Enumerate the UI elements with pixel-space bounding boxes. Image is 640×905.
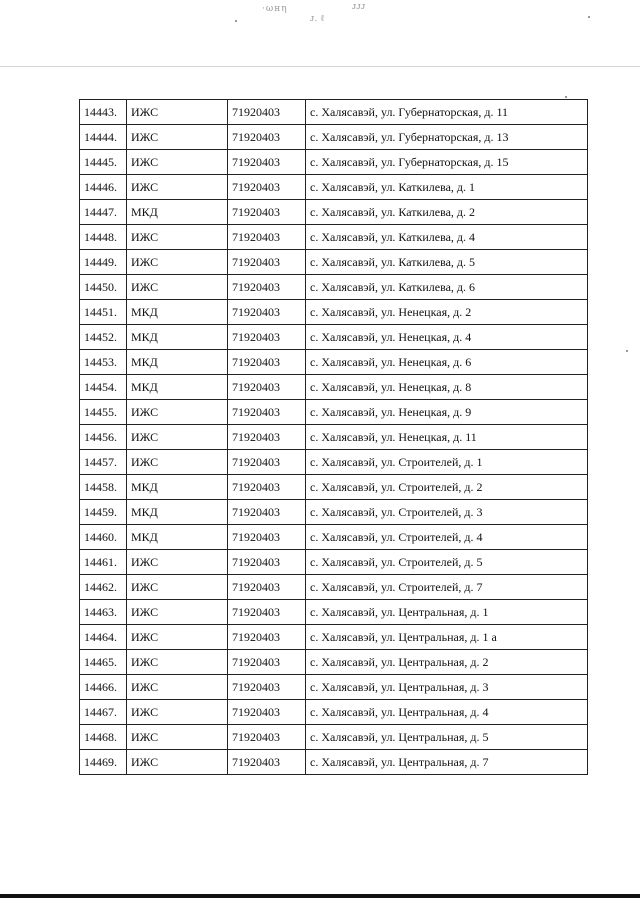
table-row	[80, 625, 588, 650]
address: с. Халясавэй, ул. Ненецкая, д. 8	[306, 375, 588, 400]
oktmo-code: 71920403	[228, 550, 306, 575]
building-type: МКД	[127, 500, 228, 525]
building-type: ИЖС	[127, 700, 228, 725]
building-type: ИЖС	[127, 725, 228, 750]
scan-mark: ᴊ. ℓ	[310, 14, 325, 24]
scan-edge-line	[0, 66, 640, 67]
oktmo-code: 71920403	[228, 175, 306, 200]
address: с. Халясавэй, ул. Строителей, д. 1	[306, 450, 588, 475]
oktmo-code: 71920403	[228, 575, 306, 600]
table-row	[80, 325, 588, 350]
row-number: 14468.	[80, 725, 127, 750]
registry-body	[80, 100, 588, 775]
row-number: 14443.	[80, 100, 127, 125]
oktmo-code: 71920403	[228, 600, 306, 625]
address: с. Халясавэй, ул. Строителей, д. 4	[306, 525, 588, 550]
address: с. Халясавэй, ул. Центральная, д. 7	[306, 750, 588, 775]
scan-speck	[565, 96, 567, 98]
scan-bottom-edge	[0, 894, 640, 898]
row-number: 14457.	[80, 450, 127, 475]
table-row	[80, 750, 588, 775]
building-type: ИЖС	[127, 600, 228, 625]
address: с. Халясавэй, ул. Каткилева, д. 5	[306, 250, 588, 275]
table-row	[80, 375, 588, 400]
scan-mark: ᴊᴊᴊ	[352, 2, 366, 12]
oktmo-code: 71920403	[228, 525, 306, 550]
address: с. Халясавэй, ул. Ненецкая, д. 6	[306, 350, 588, 375]
table-row	[80, 100, 588, 125]
oktmo-code: 71920403	[228, 725, 306, 750]
building-type: ИЖС	[127, 100, 228, 125]
building-type: ИЖС	[127, 675, 228, 700]
row-number: 14446.	[80, 175, 127, 200]
row-number: 14461.	[80, 550, 127, 575]
table-row	[80, 225, 588, 250]
address: с. Халясавэй, ул. Ненецкая, д. 2	[306, 300, 588, 325]
address: с. Халясавэй, ул. Каткилева, д. 6	[306, 275, 588, 300]
address: с. Халясавэй, ул. Центральная, д. 1 а	[306, 625, 588, 650]
row-number: 14448.	[80, 225, 127, 250]
building-type: ИЖС	[127, 650, 228, 675]
building-type: МКД	[127, 300, 228, 325]
scan-speck	[588, 16, 590, 18]
table-row	[80, 675, 588, 700]
address: с. Халясавэй, ул. Центральная, д. 1	[306, 600, 588, 625]
table-row	[80, 475, 588, 500]
row-number: 14469.	[80, 750, 127, 775]
table-row	[80, 700, 588, 725]
address: с. Халясавэй, ул. Ненецкая, д. 11	[306, 425, 588, 450]
oktmo-code: 71920403	[228, 475, 306, 500]
table-row	[80, 425, 588, 450]
oktmo-code: 71920403	[228, 650, 306, 675]
oktmo-code: 71920403	[228, 150, 306, 175]
address: с. Халясавэй, ул. Строителей, д. 5	[306, 550, 588, 575]
table-row	[80, 575, 588, 600]
oktmo-code: 71920403	[228, 350, 306, 375]
table-row	[80, 550, 588, 575]
address: с. Халясавэй, ул. Каткилева, д. 2	[306, 200, 588, 225]
row-number: 14444.	[80, 125, 127, 150]
building-type: ИЖС	[127, 250, 228, 275]
oktmo-code: 71920403	[228, 750, 306, 775]
row-number: 14447.	[80, 200, 127, 225]
row-number: 14445.	[80, 150, 127, 175]
table-row	[80, 350, 588, 375]
row-number: 14463.	[80, 600, 127, 625]
address: с. Халясавэй, ул. Строителей, д. 2	[306, 475, 588, 500]
table-row	[80, 150, 588, 175]
oktmo-code: 71920403	[228, 275, 306, 300]
row-number: 14459.	[80, 500, 127, 525]
row-number: 14450.	[80, 275, 127, 300]
building-type: ИЖС	[127, 125, 228, 150]
address-registry-table	[79, 99, 588, 775]
row-number: 14449.	[80, 250, 127, 275]
row-number: 14462.	[80, 575, 127, 600]
row-number: 14452.	[80, 325, 127, 350]
oktmo-code: 71920403	[228, 700, 306, 725]
scan-speck	[235, 20, 237, 22]
building-type: МКД	[127, 525, 228, 550]
building-type: МКД	[127, 200, 228, 225]
building-type: ИЖС	[127, 575, 228, 600]
oktmo-code: 71920403	[228, 625, 306, 650]
table-row	[80, 125, 588, 150]
table-row	[80, 275, 588, 300]
table-row	[80, 450, 588, 475]
address: с. Халясавэй, ул. Центральная, д. 3	[306, 675, 588, 700]
table-row	[80, 725, 588, 750]
table-row	[80, 300, 588, 325]
oktmo-code: 71920403	[228, 500, 306, 525]
table-row	[80, 400, 588, 425]
building-type: ИЖС	[127, 150, 228, 175]
oktmo-code: 71920403	[228, 225, 306, 250]
row-number: 14455.	[80, 400, 127, 425]
scan-mark: ·ωнη	[262, 4, 288, 14]
row-number: 14460.	[80, 525, 127, 550]
building-type: ИЖС	[127, 550, 228, 575]
address: с. Халясавэй, ул. Ненецкая, д. 9	[306, 400, 588, 425]
table-row	[80, 175, 588, 200]
building-type: МКД	[127, 475, 228, 500]
scan-speck	[626, 350, 628, 352]
building-type: МКД	[127, 375, 228, 400]
building-type: ИЖС	[127, 425, 228, 450]
address: с. Халясавэй, ул. Строителей, д. 3	[306, 500, 588, 525]
building-type: ИЖС	[127, 275, 228, 300]
row-number: 14458.	[80, 475, 127, 500]
building-type: ИЖС	[127, 450, 228, 475]
oktmo-code: 71920403	[228, 400, 306, 425]
building-type: ИЖС	[127, 400, 228, 425]
oktmo-code: 71920403	[228, 675, 306, 700]
address: с. Халясавэй, ул. Губернаторская, д. 13	[306, 125, 588, 150]
table-row	[80, 500, 588, 525]
oktmo-code: 71920403	[228, 250, 306, 275]
address: с. Халясавэй, ул. Строителей, д. 7	[306, 575, 588, 600]
oktmo-code: 71920403	[228, 200, 306, 225]
address: с. Халясавэй, ул. Каткилева, д. 4	[306, 225, 588, 250]
row-number: 14451.	[80, 300, 127, 325]
oktmo-code: 71920403	[228, 100, 306, 125]
oktmo-code: 71920403	[228, 425, 306, 450]
building-type: МКД	[127, 350, 228, 375]
oktmo-code: 71920403	[228, 375, 306, 400]
building-type: МКД	[127, 325, 228, 350]
row-number: 14466.	[80, 675, 127, 700]
row-number: 14465.	[80, 650, 127, 675]
row-number: 14464.	[80, 625, 127, 650]
building-type: ИЖС	[127, 225, 228, 250]
table-row	[80, 525, 588, 550]
oktmo-code: 71920403	[228, 325, 306, 350]
table-row	[80, 600, 588, 625]
address: с. Халясавэй, ул. Каткилева, д. 1	[306, 175, 588, 200]
address: с. Халясавэй, ул. Губернаторская, д. 15	[306, 150, 588, 175]
row-number: 14453.	[80, 350, 127, 375]
address: с. Халясавэй, ул. Центральная, д. 2	[306, 650, 588, 675]
oktmo-code: 71920403	[228, 450, 306, 475]
address: с. Халясавэй, ул. Центральная, д. 4	[306, 700, 588, 725]
building-type: ИЖС	[127, 750, 228, 775]
table-row	[80, 200, 588, 225]
address: с. Халясавэй, ул. Губернаторская, д. 11	[306, 100, 588, 125]
row-number: 14456.	[80, 425, 127, 450]
building-type: ИЖС	[127, 625, 228, 650]
table-row	[80, 650, 588, 675]
building-type: ИЖС	[127, 175, 228, 200]
address: с. Халясавэй, ул. Ненецкая, д. 4	[306, 325, 588, 350]
row-number: 14467.	[80, 700, 127, 725]
oktmo-code: 71920403	[228, 300, 306, 325]
oktmo-code: 71920403	[228, 125, 306, 150]
table-row	[80, 250, 588, 275]
row-number: 14454.	[80, 375, 127, 400]
address: с. Халясавэй, ул. Центральная, д. 5	[306, 725, 588, 750]
